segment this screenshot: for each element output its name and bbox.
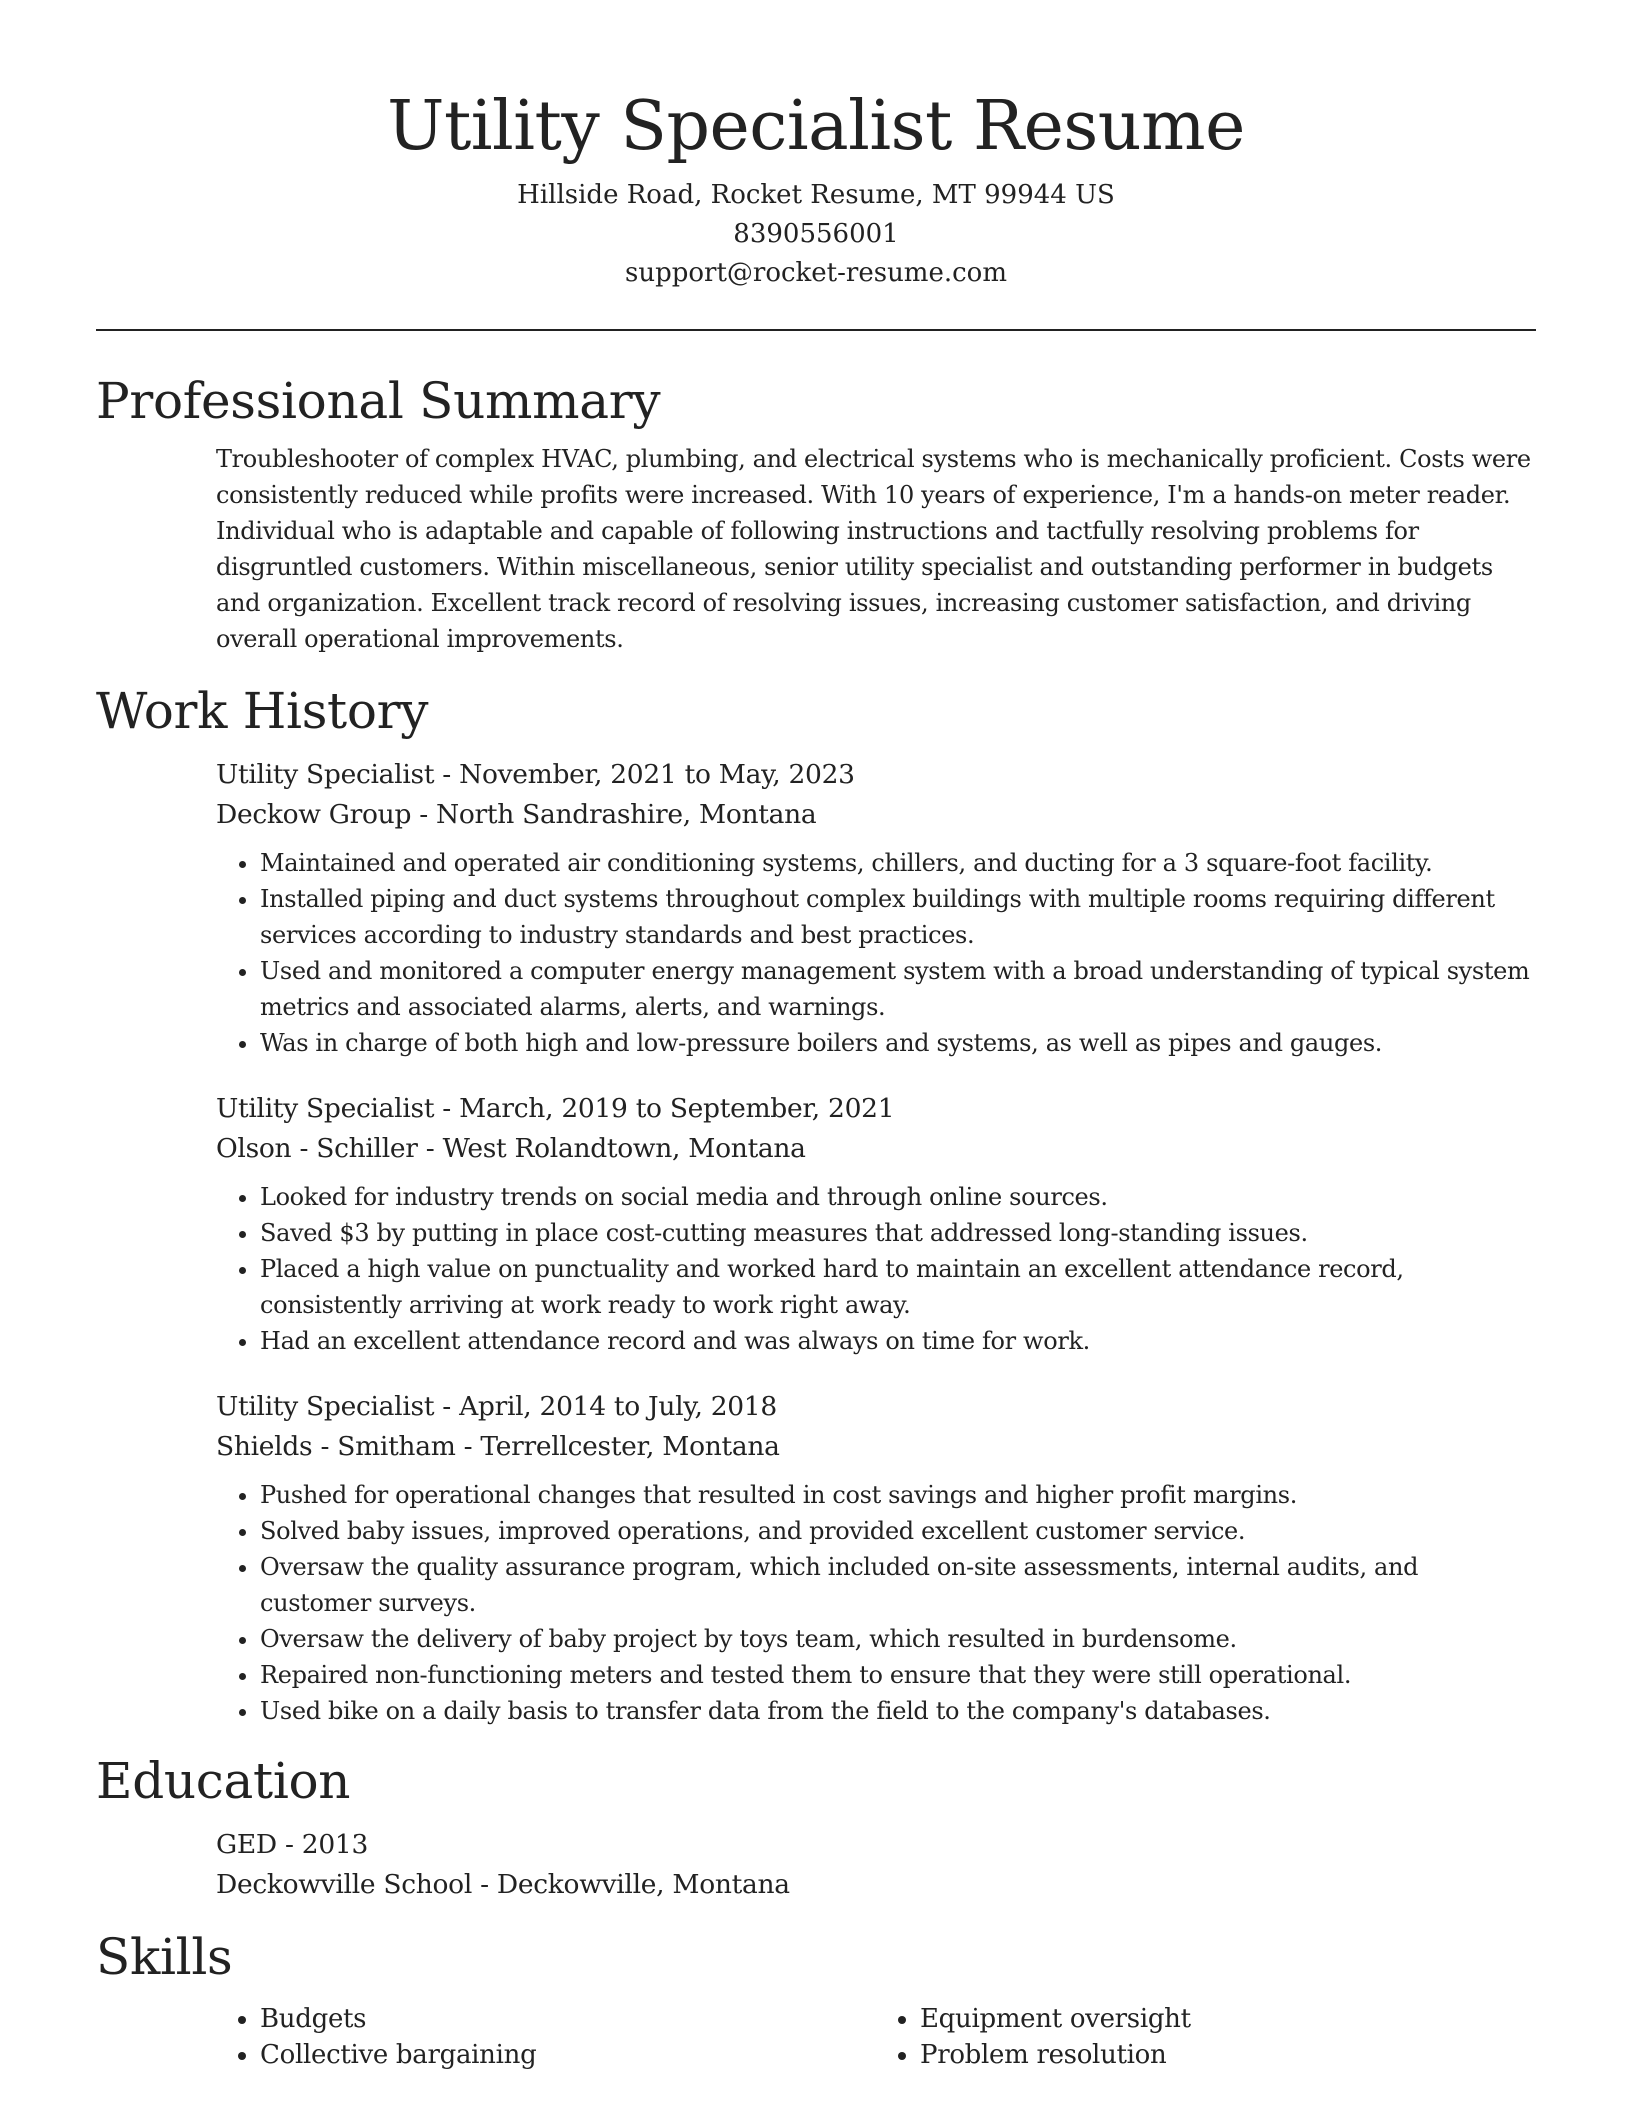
job-entry bbox=[216, 1089, 1536, 1359]
employer-line: Shields - Smitham - Terrellcester, Montana bbox=[216, 1431, 780, 1462]
job-bullets bbox=[216, 845, 1536, 1061]
job-entry bbox=[216, 755, 1536, 1061]
contact-info bbox=[96, 176, 1536, 293]
summary-section bbox=[96, 369, 1536, 657]
summary-text: Troubleshooter of complex HVAC, plumbing, and electrical systems who is mechanically proficient. Costs were consistently reduced while profits were increased. With 10 years of experience, I'm a hands-on meter reader. Individual who is adaptable and capable of following instructions and tactfully resolving problems for disgruntled customers. Within miscellaneous, senior utility specialist and outstanding performer in budgets and organization. Excellent track record of resolving issues, increasing customer satisfaction, and driving overall operational improvements. bbox=[216, 445, 1531, 653]
resume-header bbox=[96, 0, 1536, 293]
job-bullets bbox=[216, 1477, 1536, 1729]
job-bullet: • Was in charge of both high and low-pressure boilers and systems, as well as pipes and gauges. bbox=[260, 1025, 1536, 1061]
job-title-line: Utility Specialist - November, 2021 to May, 2023 bbox=[216, 759, 855, 790]
work-history-heading: Work History bbox=[96, 682, 429, 740]
job-bullet: • Maintained and operated air conditioning systems, chillers, and ducting for a 3 square-foot facility. bbox=[260, 845, 1536, 881]
phone-number: 8390556001 bbox=[733, 219, 899, 249]
address: Hillside Road, Rocket Resume, MT 99944 US bbox=[517, 180, 1115, 210]
skills-section bbox=[96, 1925, 1536, 2073]
degree-line: GED - 2013 bbox=[216, 1829, 369, 1860]
job-entry bbox=[216, 1387, 1536, 1729]
resume-page bbox=[96, 0, 1536, 2073]
job-title-line: Utility Specialist - April, 2014 to July, 2018 bbox=[216, 1391, 777, 1422]
school-line: Deckowville School - Deckowville, Montana bbox=[216, 1869, 790, 1900]
skills-list-left bbox=[216, 2001, 876, 2073]
resume-title: Utility Specialist Resume bbox=[387, 87, 1245, 166]
skills-columns bbox=[216, 2001, 1536, 2073]
job-bullet: • Saved $3 by putting in place cost-cutting measures that addressed long-standing issues. bbox=[260, 1215, 1536, 1251]
email-address: support@rocket-resume.com bbox=[624, 258, 1007, 288]
job-bullet: • Used and monitored a computer energy management system with a broad understanding of typical system metrics and associated alarms, alerts, and warnings. bbox=[260, 953, 1536, 1025]
job-bullet: • Looked for industry trends on social media and through online sources. bbox=[260, 1179, 1536, 1215]
skills-list-right bbox=[876, 2001, 1536, 2073]
job-bullets bbox=[216, 1179, 1536, 1359]
skill-item: • Equipment oversight bbox=[920, 2001, 1536, 2037]
job-bullet: • Used bike on a daily basis to transfer data from the field to the company's databases. bbox=[260, 1693, 1536, 1729]
job-bullet: • Solved baby issues, improved operations, and provided excellent customer service. bbox=[260, 1513, 1536, 1549]
job-title-line: Utility Specialist - March, 2019 to September, 2021 bbox=[216, 1093, 895, 1124]
skill-item: • Budgets bbox=[260, 2001, 876, 2037]
job-bullet: • Pushed for operational changes that resulted in cost savings and higher profit margins. bbox=[260, 1477, 1536, 1513]
job-bullet: • Placed a high value on punctuality and worked hard to maintain an excellent attendance record, consistently arriving at work ready to work right away. bbox=[260, 1251, 1536, 1323]
skills-heading: Skills bbox=[96, 1928, 233, 1986]
job-bullet: • Oversaw the quality assurance program, which included on-site assessments, internal audits, and customer surveys. bbox=[260, 1549, 1536, 1621]
work-history-section bbox=[96, 679, 1536, 1729]
header-divider bbox=[96, 329, 1536, 331]
education-heading: Education bbox=[96, 1752, 351, 1810]
skill-item: • Collective bargaining bbox=[260, 2037, 876, 2073]
summary-heading: Professional Summary bbox=[96, 372, 661, 430]
employer-line: Olson - Schiller - West Rolandtown, Montana bbox=[216, 1133, 806, 1164]
job-bullet: • Installed piping and duct systems throughout complex buildings with multiple rooms requiring different services according to industry standards and best practices. bbox=[260, 881, 1536, 953]
employer-line: Deckow Group - North Sandrashire, Montana bbox=[216, 799, 817, 830]
job-bullet: • Oversaw the delivery of baby project by toys team, which resulted in burdensome. bbox=[260, 1621, 1536, 1657]
skill-item: • Problem resolution bbox=[920, 2037, 1536, 2073]
education-section bbox=[96, 1749, 1536, 1905]
job-bullet: • Had an excellent attendance record and was always on time for work. bbox=[260, 1323, 1536, 1359]
job-bullet: • Repaired non-functioning meters and tested them to ensure that they were still operational. bbox=[260, 1657, 1536, 1693]
